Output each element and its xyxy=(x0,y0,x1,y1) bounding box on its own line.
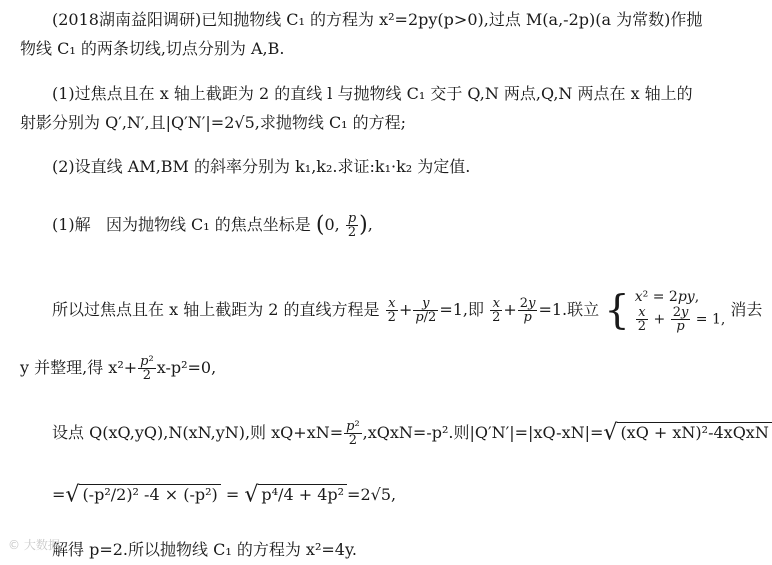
equation-system: x² = 2py, $\frac{x}{2}$ + $\frac{2y}{p}$ = 1, xyxy=(634,289,726,334)
sqrt-symbol-2: √ xyxy=(65,482,80,508)
solution-text-2c: =1.联立 xyxy=(538,300,600,319)
focus-coordinates: ( xyxy=(315,212,325,238)
solution-text-4: 设点 Q(xQ,yQ),N(xN,yN),则 xQ+xN= xyxy=(52,423,344,442)
sqrt-symbol-3: √ xyxy=(244,482,259,508)
solution-line-1: (1)解 因为抛物线 C₁ 的焦点坐标是 (0, $\frac{p}{2}$ ), xyxy=(52,211,373,240)
solution-text-3b: x-p²=0, xyxy=(156,358,217,377)
solution-text-3: y 并整理,得 x²+ xyxy=(20,358,138,377)
sqrt-content-1: (xQ + xN)²-4xQxN xyxy=(617,422,771,442)
watermark: © 大数据 xyxy=(8,538,60,552)
solution-text-2d: 消去 xyxy=(730,300,763,319)
solution-line-3: y 并整理,得 x²+ $\frac{\text{p²}}{2}$ x-p²=0, xyxy=(20,354,217,383)
problem-line-1: (2018湖南益阳调研)已知抛物线 C₁ 的方程为 x²=2py(p>0),过点 M(a,-2p)(a 为常数)作抛 xyxy=(52,10,703,29)
solution-text-1: 因为抛物线 C₁ 的焦点坐标是 xyxy=(105,215,311,234)
system-brace: { xyxy=(604,287,630,334)
solution-label: (1)解 xyxy=(52,215,91,234)
solution-line-6: 解得 p=2.所以抛物线 C₁ 的方程为 x²=4y. xyxy=(52,540,357,559)
solution-result: =2√5, xyxy=(347,485,397,504)
part1-line-2: 射影分别为 Q′,N′,且|Q′N′|=2√5,求抛物线 C₁ 的方程; xyxy=(20,113,407,132)
sqrt-content-2: (-p²/2)² -4 × (-p²) xyxy=(79,484,220,504)
problem-line-2: 物线 C₁ 的两条切线,切点分别为 A,B. xyxy=(20,39,285,58)
part1-line-1: (1)过焦点且在 x 轴上截距为 2 的直线 l 与抛物线 C₁ 交于 Q,N 两点,Q,N 两点在 x 轴上的 xyxy=(52,84,693,103)
equals-sign: = xyxy=(225,485,240,504)
sqrt-symbol: √ xyxy=(603,420,618,446)
solution-text-2b: =1,即 xyxy=(439,300,485,319)
solution-text-4b: ,xQxN=-p².则|Q′N′|=|xQ-xN|= xyxy=(362,423,604,442)
sqrt-content-3: p⁴/4 + 4p² xyxy=(258,484,347,504)
solution-line-2: 所以过焦点且在 x 轴上截距为 2 的直线方程是 $\frac{x}{2}$ + $\frac{y}{p/2}$ =1,即 $\frac{x}{2}$ + $\frac{2y}{p}$ =1.联立 { x² = 2py, $\frac{x}{2}$ + $\frac{2y}{p}$ = 1, 消去 xyxy=(52,287,763,334)
solution-line-5: =√ (-p²/2)² -4 × (-p²) = √ p⁴/4 + 4p² =2√5, xyxy=(52,482,397,508)
solution-line-4: 设点 Q(xQ,yQ),N(xN,yN),则 xQ+xN= $\frac{\text{p²}}{2}$ ,xQxN=-p².则|Q′N′|=|xQ-xN|=√ (xQ + xN)²-4xQxN xyxy=(52,420,772,447)
fraction-p-over-2: $\frac{p}{2}$ xyxy=(347,211,357,240)
solution-text-2: 所以过焦点且在 x 轴上截距为 2 的直线方程是 xyxy=(52,300,380,319)
part2-line: (2)设直线 AM,BM 的斜率分别为 k₁,k₂.求证:k₁·k₂ 为定值. xyxy=(52,157,471,176)
